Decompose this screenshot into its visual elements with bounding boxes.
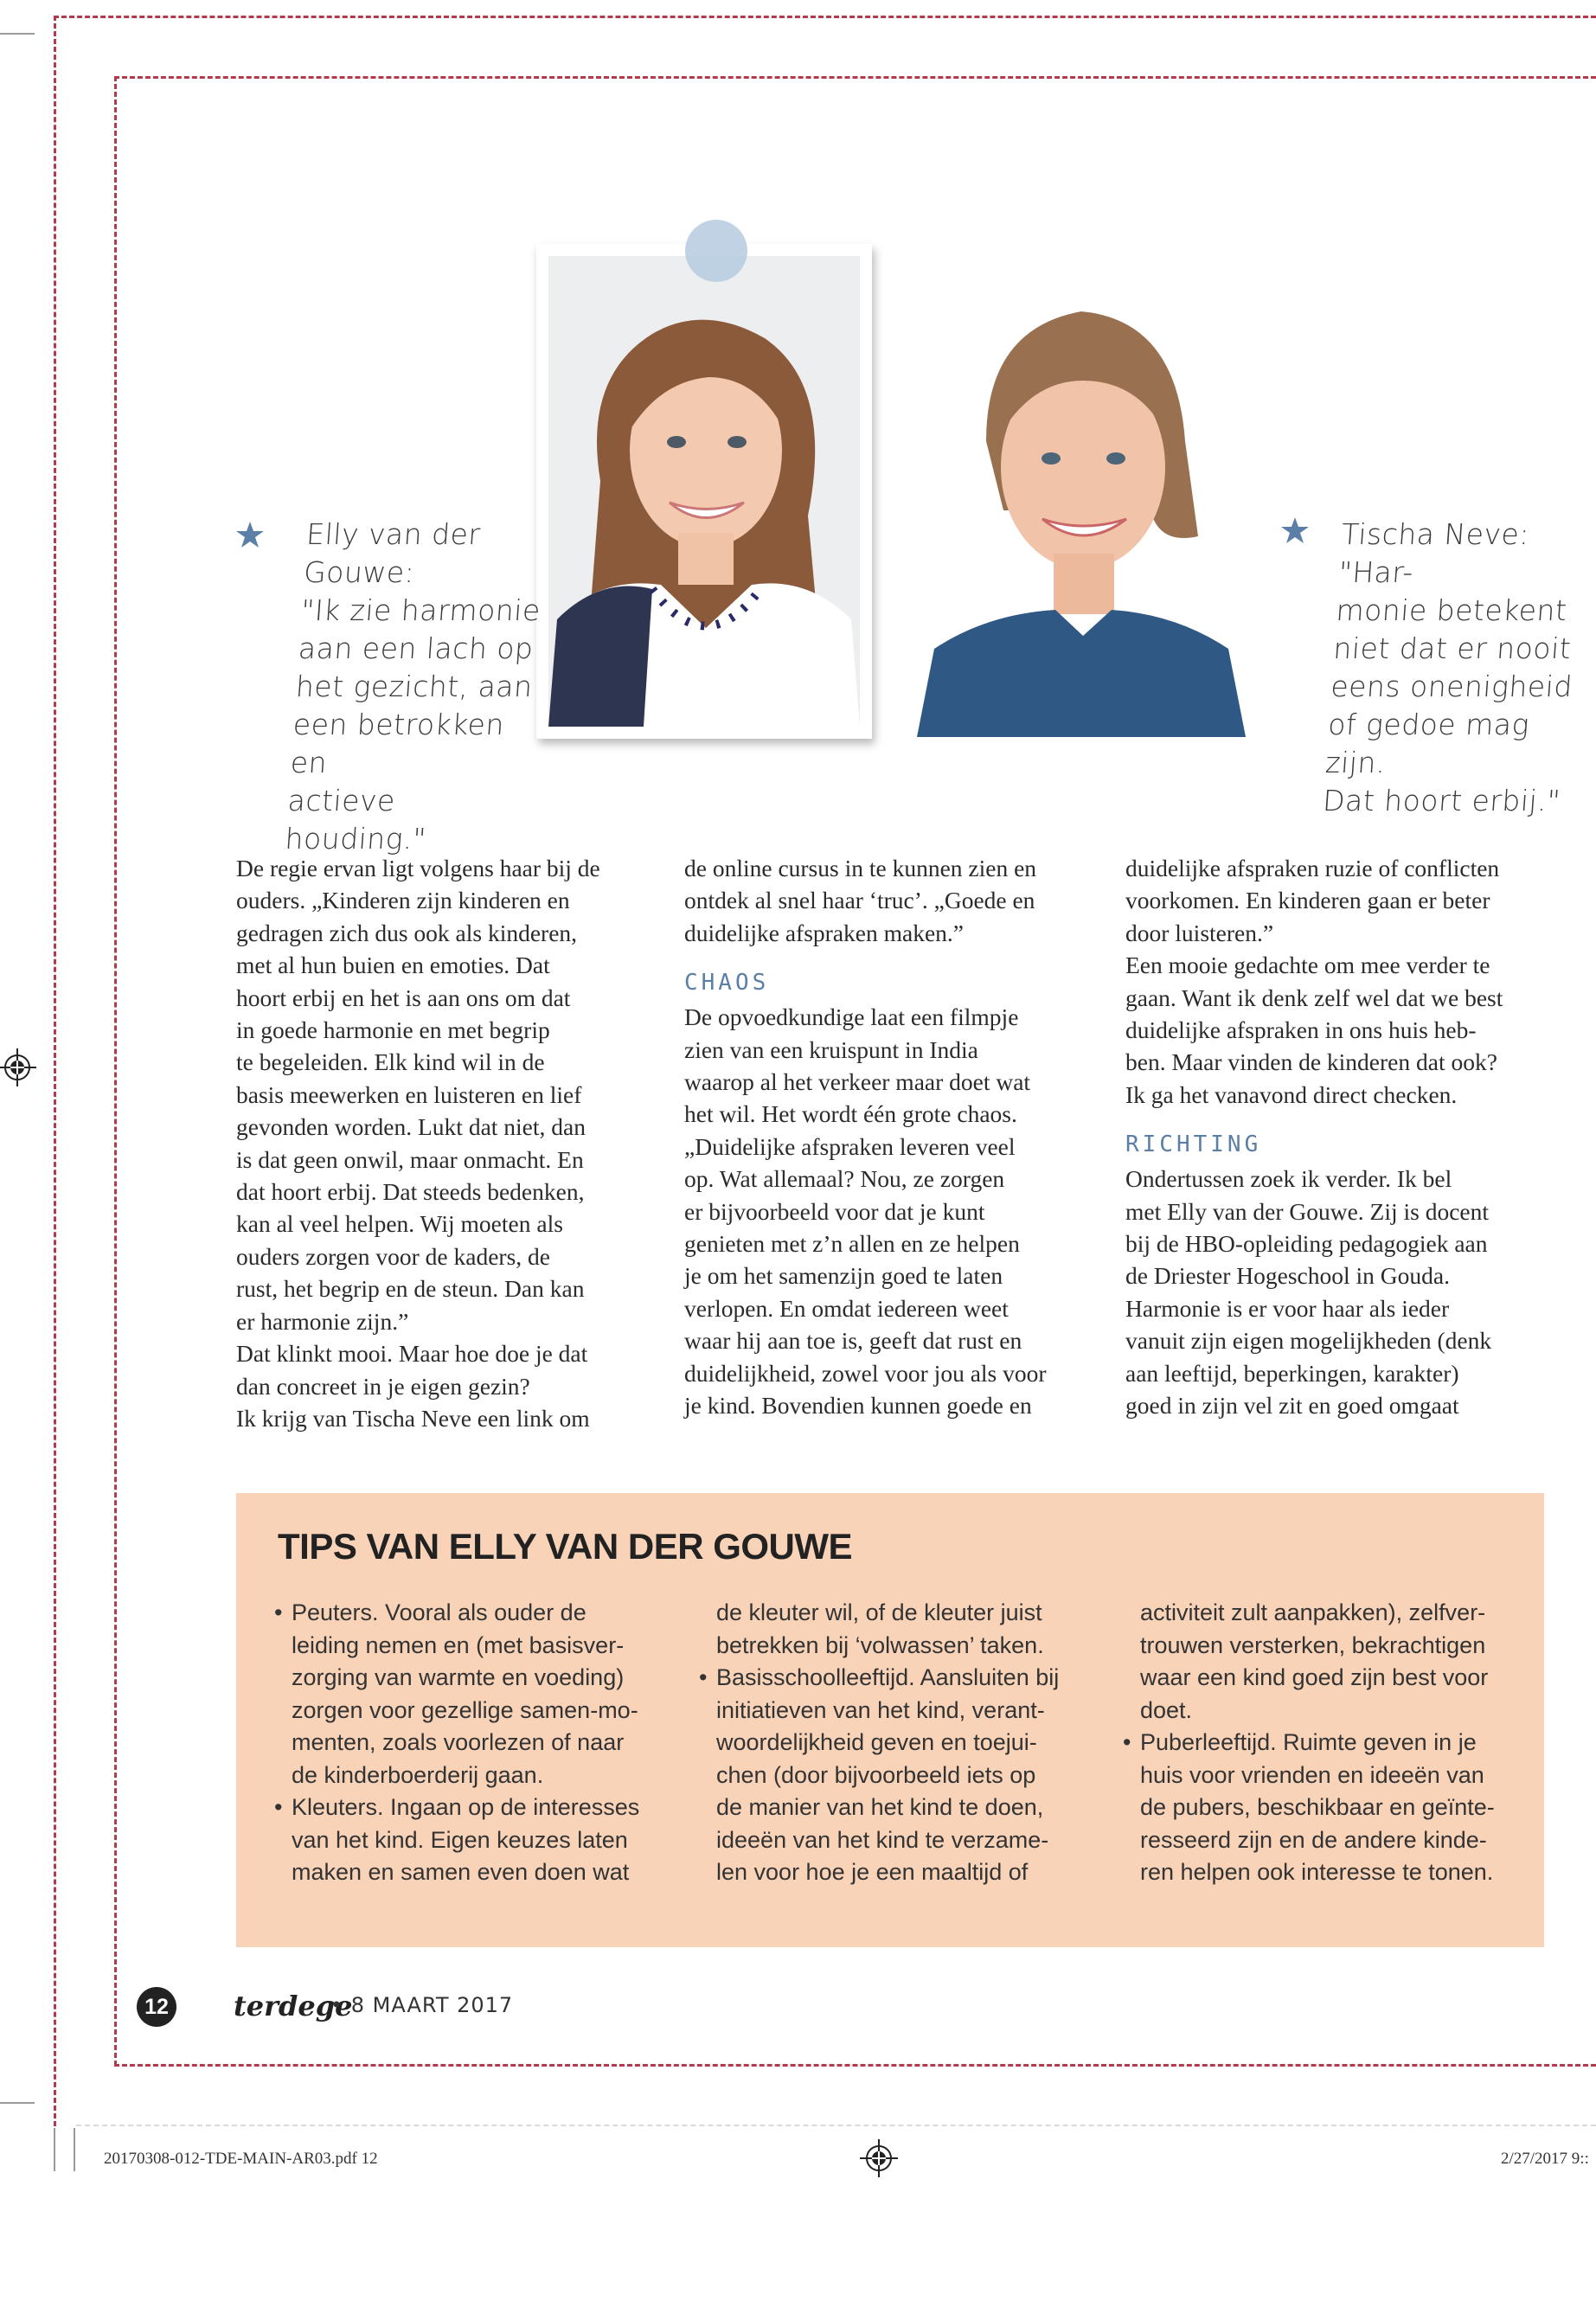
- outer-dashed-top: [54, 16, 1596, 18]
- quote-line: Dat hoort erbij.": [1321, 784, 1562, 817]
- text-line: ontdek al snel haar ‘truc’. „Goede en: [684, 887, 1035, 914]
- subhead-richting: RICHTING: [1125, 1131, 1262, 1158]
- text-line: basis meewerken en luisteren en lief: [236, 1080, 582, 1108]
- slug-date: 2/27/2017 9::: [1501, 2150, 1589, 2168]
- inner-dashed-left: [114, 76, 117, 2066]
- text-line: duidelijkheid, zowel voor jou als voor: [684, 1359, 1047, 1387]
- tip-line: de kinderboerderij gaan.: [292, 1761, 544, 1788]
- inner-dashed-bottom: [114, 2064, 1596, 2067]
- text-line: genieten met z’n allen en ze helpen: [684, 1230, 1020, 1258]
- text-line: de Driester Hogeschool in Gouda.: [1125, 1262, 1450, 1290]
- text-line: gaan. Want ik denk zelf wel dat we best: [1125, 984, 1503, 1011]
- portrait-elly-illustration: [548, 256, 860, 727]
- pushpin: [685, 220, 747, 282]
- text-line: Ondertussen zoek ik verder. Ik bel: [1125, 1165, 1452, 1193]
- photo-elly-frame: [536, 244, 872, 739]
- text-line: in goede harmonie en met begrip: [236, 1016, 550, 1044]
- text-line: Dat klinkt mooi. Maar hoe doe je dat: [236, 1340, 588, 1368]
- tip-line: • Kleuters. Ingaan op de interesses: [274, 1791, 655, 1824]
- text-line: je kind. Bovendien kunnen goede en: [684, 1392, 1032, 1420]
- text-line: goed in zijn vel zit en goed omgaat: [1125, 1392, 1459, 1420]
- quote-line: het gezicht, aan: [294, 670, 534, 703]
- registration-mark-left: [0, 1048, 36, 1086]
- tip-line: de pubers, beschikbaar en geïnte-: [1140, 1794, 1495, 1820]
- tip-line: activiteit zult aanpakken), zelfver-: [1140, 1599, 1486, 1625]
- tip-line: resseerd zijn en de andere kinde-: [1140, 1826, 1487, 1853]
- photo-elly: [548, 256, 860, 727]
- tip-line: waar een kind goed zijn best voor: [1140, 1664, 1489, 1690]
- star-icon-right: [1280, 516, 1310, 546]
- tip-line: betrekken bij ‘volwassen’ taken.: [716, 1631, 1044, 1658]
- tip-line: len voor hoe je een maaltijd of: [716, 1859, 1029, 1885]
- tips-column-3: [1123, 1597, 1503, 1889]
- tips-title: TIPS VAN ELLY VAN DER GOUWE: [278, 1526, 853, 1567]
- quote-line: aan een lach op: [297, 631, 535, 665]
- tip-line: leiding nemen en (met basisver-: [292, 1631, 625, 1658]
- article-column-2: [684, 852, 1108, 1422]
- text-line: door luisteren.”: [1125, 919, 1274, 946]
- quote-tischa: [1322, 516, 1596, 820]
- quote-line: actieve houding.": [284, 784, 428, 856]
- text-line: rust, het begrip en de steun. Dan kan: [236, 1275, 585, 1303]
- text-line: Ik ga het vanavond direct checken.: [1125, 1080, 1458, 1108]
- slug-filename: 20170308-012-TDE-MAIN-AR03.pdf 12: [104, 2150, 378, 2168]
- article-column-3: [1125, 852, 1558, 1422]
- tip-line: ren helpen ook interesse te tonen.: [1140, 1859, 1494, 1885]
- quote-line: Elly van der Gouwe:: [302, 517, 482, 589]
- tip-line: chen (door bijvoorbeeld iets op: [716, 1761, 1036, 1788]
- crop-mark-bottom-left: [0, 2102, 35, 2104]
- quote-line: een betrokken en: [289, 708, 506, 779]
- portrait-tischa-illustration: [900, 251, 1254, 737]
- tip-line: doet.: [1140, 1696, 1193, 1723]
- tip-line: trouwen versterken, bekrachtigen: [1140, 1631, 1486, 1658]
- text-line: zien van een kruispunt in India: [684, 1035, 978, 1063]
- tips-box: [236, 1493, 1544, 1947]
- page-number: 12: [137, 1987, 176, 2027]
- quote-line: eens onenigheid: [1330, 670, 1574, 703]
- star-icon-left: [235, 521, 265, 550]
- text-line: kan al veel helpen. Wij moeten als: [236, 1210, 563, 1238]
- text-line: ouders zorgen voor de kaders, de: [236, 1242, 550, 1270]
- text-line: gevonden worden. Lukt dat niet, dan: [236, 1113, 586, 1141]
- tip-line: • Peuters. Vooral als ouder de: [274, 1597, 655, 1630]
- text-line: het wil. Het wordt één grote chaos.: [684, 1100, 1017, 1128]
- text-line: waarop al het verkeer maar doet wat: [684, 1068, 1031, 1096]
- text-line: hoort erbij en het is aan ons om dat: [236, 984, 571, 1011]
- tips-column-2: [699, 1597, 1080, 1889]
- text-line: dat hoort erbij. Dat steeds bedenken,: [236, 1178, 585, 1206]
- text-line: aan leeftijd, beperkingen, karakter): [1125, 1359, 1459, 1387]
- registration-mark-bottom: [860, 2139, 898, 2177]
- text-line: vanuit zijn eigen mogelijkheden (denk: [1125, 1327, 1492, 1355]
- text-line: op. Wat allemaal? Nou, ze zorgen: [684, 1165, 1005, 1193]
- tip-line: • Basisschoolleeftijd. Aansluiten bij: [699, 1662, 1080, 1695]
- subhead-chaos: CHAOS: [684, 970, 770, 997]
- text-line: er harmonie zijn.”: [236, 1307, 409, 1335]
- quote-line: "Ik zie harmonie: [299, 593, 542, 627]
- text-line: voorkomen. En kinderen gaan er beter: [1125, 887, 1490, 914]
- tip-line: initiatieven van het kind, verant-: [716, 1696, 1045, 1723]
- tip-line: de kleuter wil, of de kleuter juist: [716, 1599, 1042, 1625]
- tip-line: van het kind. Eigen keuzes laten: [292, 1826, 628, 1853]
- text-line: Ik krijg van Tischa Neve een link om: [236, 1404, 590, 1432]
- text-line: waar hij aan toe is, geeft dat rust en: [684, 1327, 1022, 1355]
- article-column-1: [236, 852, 660, 1434]
- text-line: ouders. „Kinderen zijn kinderen en: [236, 887, 570, 914]
- tip-line: zorgen voor gezellige samen-mo-: [292, 1696, 638, 1723]
- slug-dashed-line: [76, 2125, 1596, 2126]
- tip-line: zorging van warmte en voeding): [292, 1664, 625, 1690]
- text-line: met Elly van der Gouwe. Zij is docent: [1125, 1197, 1490, 1225]
- tip-line: ideeën van het kind te verzame-: [716, 1826, 1049, 1853]
- text-line: Een mooie gedachte om mee verder te: [1125, 952, 1490, 979]
- text-line: gedragen zich dus ook als kinderen,: [236, 919, 578, 946]
- quote-line: of gedoe mag zijn.: [1324, 708, 1531, 779]
- text-line: er bijvoorbeeld voor dat je kunt: [684, 1197, 985, 1225]
- tip-line: • Puberleeftijd. Ruimte geven in je: [1123, 1727, 1503, 1759]
- quote-line: Tischa Neve: "Har-: [1337, 517, 1531, 589]
- text-line: duidelijke afspraken ruzie of conflicten: [1125, 855, 1500, 881]
- crop-mark-top-left: [0, 33, 35, 35]
- quote-elly: [284, 516, 559, 858]
- text-line: duidelijke afspraken in ons huis heb-: [1125, 1016, 1477, 1044]
- tip-line: de manier van het kind te doen,: [716, 1794, 1044, 1820]
- text-line: is dat geen onwil, maar onmacht. En: [236, 1145, 584, 1173]
- tip-line: huis voor vrienden en ideeën van: [1140, 1761, 1484, 1788]
- quote-line: monie betekent: [1335, 593, 1568, 627]
- crop-mark-bottom-left-v: [54, 2128, 55, 2171]
- magazine-brand: terdege: [234, 1990, 353, 2022]
- text-line: je om het samenzijn goed te laten: [684, 1262, 1003, 1290]
- text-line: ben. Maar vinden de kinderen dat ook?: [1125, 1048, 1497, 1076]
- text-line: De opvoedkundige laat een filmpje: [684, 1003, 1019, 1031]
- issue-date: • 8 MAART 2017: [330, 1993, 514, 2017]
- text-line: bij de HBO-opleiding pedagogiek aan: [1125, 1230, 1488, 1258]
- crop-mark-bottom-left-v2: [74, 2128, 75, 2171]
- tip-line: maken en samen even doen wat: [292, 1859, 630, 1885]
- photo-tischa: [900, 251, 1254, 737]
- text-line: dan concreet in je eigen gezin?: [236, 1372, 530, 1400]
- tips-column-1: [274, 1597, 655, 1889]
- text-line: „Duidelijke afspraken leveren veel: [684, 1132, 1016, 1160]
- text-line: Harmonie is er voor haar als ieder: [1125, 1294, 1450, 1322]
- text-line: te begeleiden. Elk kind wil in de: [236, 1048, 545, 1076]
- text-line: duidelijke afspraken maken.”: [684, 919, 964, 946]
- text-line: De regie ervan ligt volgens haar bij de: [236, 855, 600, 881]
- inner-dashed-top: [114, 76, 1596, 79]
- quote-line: niet dat er nooit: [1332, 631, 1573, 665]
- outer-dashed-left: [54, 16, 56, 2126]
- tip-line: woordelijkheid geven en toejui-: [716, 1729, 1037, 1755]
- tip-line: menten, zoals voorlezen of naar: [292, 1729, 625, 1755]
- text-line: de online cursus in te kunnen zien en: [684, 855, 1037, 881]
- text-line: verlopen. En omdat iedereen weet: [684, 1294, 1009, 1322]
- text-line: met al hun buien en emoties. Dat: [236, 952, 550, 979]
